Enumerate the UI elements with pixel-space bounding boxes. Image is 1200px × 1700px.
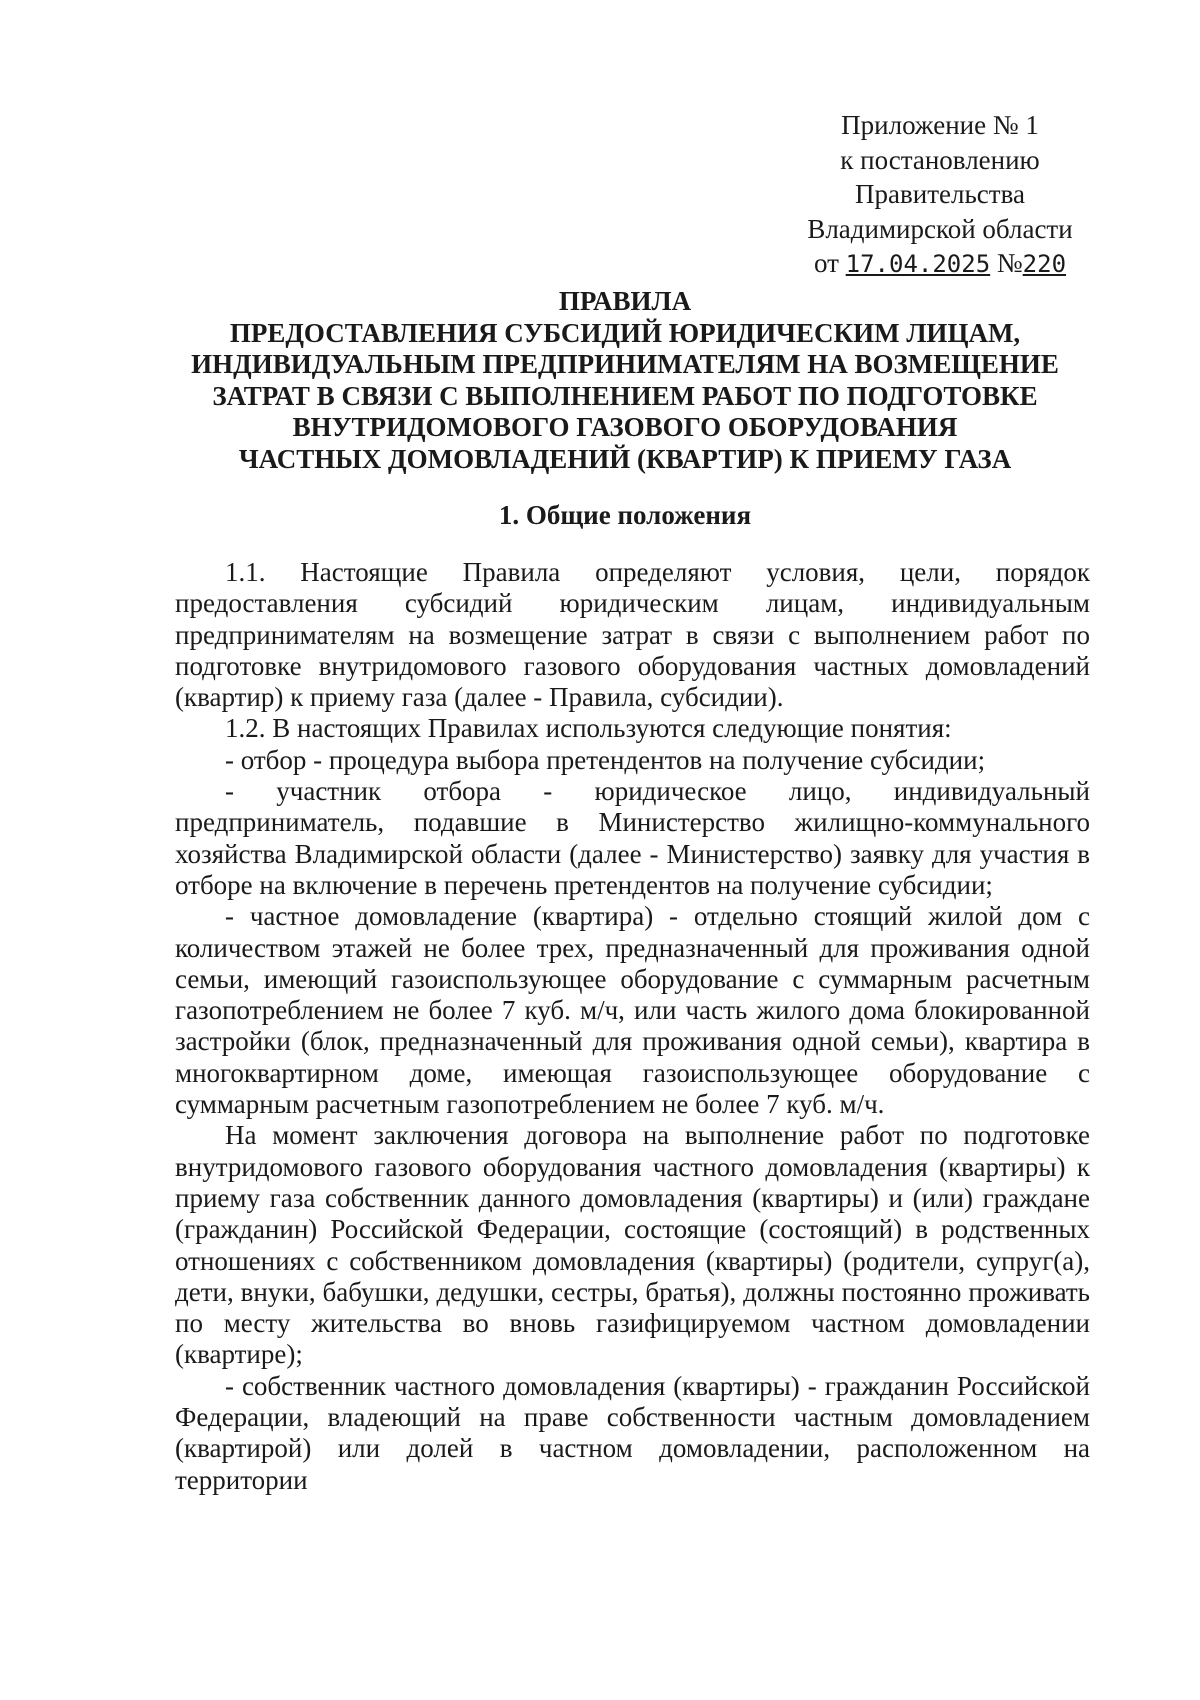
appendix-line: Владимирской области (807, 213, 1073, 244)
paragraph: На момент заключения договора на выполнение работ по подготовке внутридомового газового оборудования частного домовладения (квартиры) к приему газа собственник данного домовладения (квартиры) и (или) граждане (гражданин) Российской Федерации, состоящие (состоящий) в родственных отношениях с собственником домовладения (квартиры) (родители, супруг(а), дети, внуки, бабушки, дедушки, сестры, братья), должны постоянно проживать по месту жительства во вновь газифицируемом частном домовладении (квартире); (175, 1120, 1090, 1370)
paragraph: 1.1. Настоящие Правила определяют условия, цели, порядок предоставления субсидий юридическим лицам, индивидуальным предпринимателям на возмещение затрат в связи с выполнением работ по подготовке внутридомового газового оборудования частных домовладений (квартир) к приему газа (далее - Правила, субсидии). (175, 557, 1090, 713)
section-heading: 1. Общие положения (498, 500, 752, 530)
appendix-line: к постановлению (840, 144, 1040, 175)
appendix-line: Приложение № 1 (841, 110, 1039, 140)
paragraph: 1.2. В настоящих Правилах используются следующие понятия: (225, 713, 952, 744)
title-line: ЧАСТНЫХ ДОМОВЛАДЕНИЙ (КВАРТИР) К ПРИЕМУ ГАЗА (238, 443, 1012, 474)
document-title (160, 286, 1090, 475)
title-line: ВНУТРИДОМОВОГО ГАЗОВОГО ОБОРУДОВАНИЯ (292, 412, 958, 442)
resolution-number: 220 (1022, 250, 1067, 278)
number-label: № (996, 248, 1023, 278)
appendix-date-line (790, 246, 1090, 282)
appendix-line: Правительства (855, 179, 1025, 209)
document-body (175, 557, 1090, 1496)
title-line: ПРЕДОСТАВЛЕНИЯ СУБСИДИЙ ЮРИДИЧЕСКИМ ЛИЦАМ, (229, 317, 1021, 348)
appendix-block (790, 108, 1090, 282)
resolution-date: 17.04.2025 (845, 250, 991, 278)
title-line: ИНДИВИДУАЛЬНЫМ ПРЕДПРИНИМАТЕЛЯМ НА ВОЗМЕЩЕНИЕ (191, 349, 1059, 379)
paragraph: - участник отбора - юридическое лицо, индивидуальный предприниматель, подавшие в Министерство жилищно-коммунального хозяйства Владимирской области (далее - Министерство) заявку для участия в отборе на включение в перечень претендентов на получение субсидии; (175, 776, 1090, 900)
paragraph: - отбор - процедура выбора претендентов на получение субсидии; (225, 744, 986, 775)
paragraph: - частное домовладение (квартира) - отдельно стоящий жилой дом с количеством этажей не более трех, предназначенный для проживания одной семьи, имеющий газоиспользующее оборудование с суммарным расчетным газопотреблением не более 7 куб. м/ч, или часть жилого дома блокированной застройки (блок, предназначенный для проживания одной семьи), квартира в многоквартирном доме, имеющая газоиспользующее оборудование с суммарным расчетным газопотреблением не более 7 куб. м/ч. (175, 901, 1090, 1120)
title-line: ПРАВИЛА (558, 286, 692, 316)
from-label: от (813, 248, 839, 278)
title-line: ЗАТРАТ В СВЯЗИ С ВЫПОЛНЕНИЕМ РАБОТ ПО ПОДГОТОВКЕ (212, 380, 1038, 411)
paragraph: - собственник частного домовладения (квартиры) - гражданин Российской Федерации, владеющий на праве собственности частным домовладением (квартирой) или долей в частном домовладении, расположенном на территории (175, 1370, 1090, 1495)
